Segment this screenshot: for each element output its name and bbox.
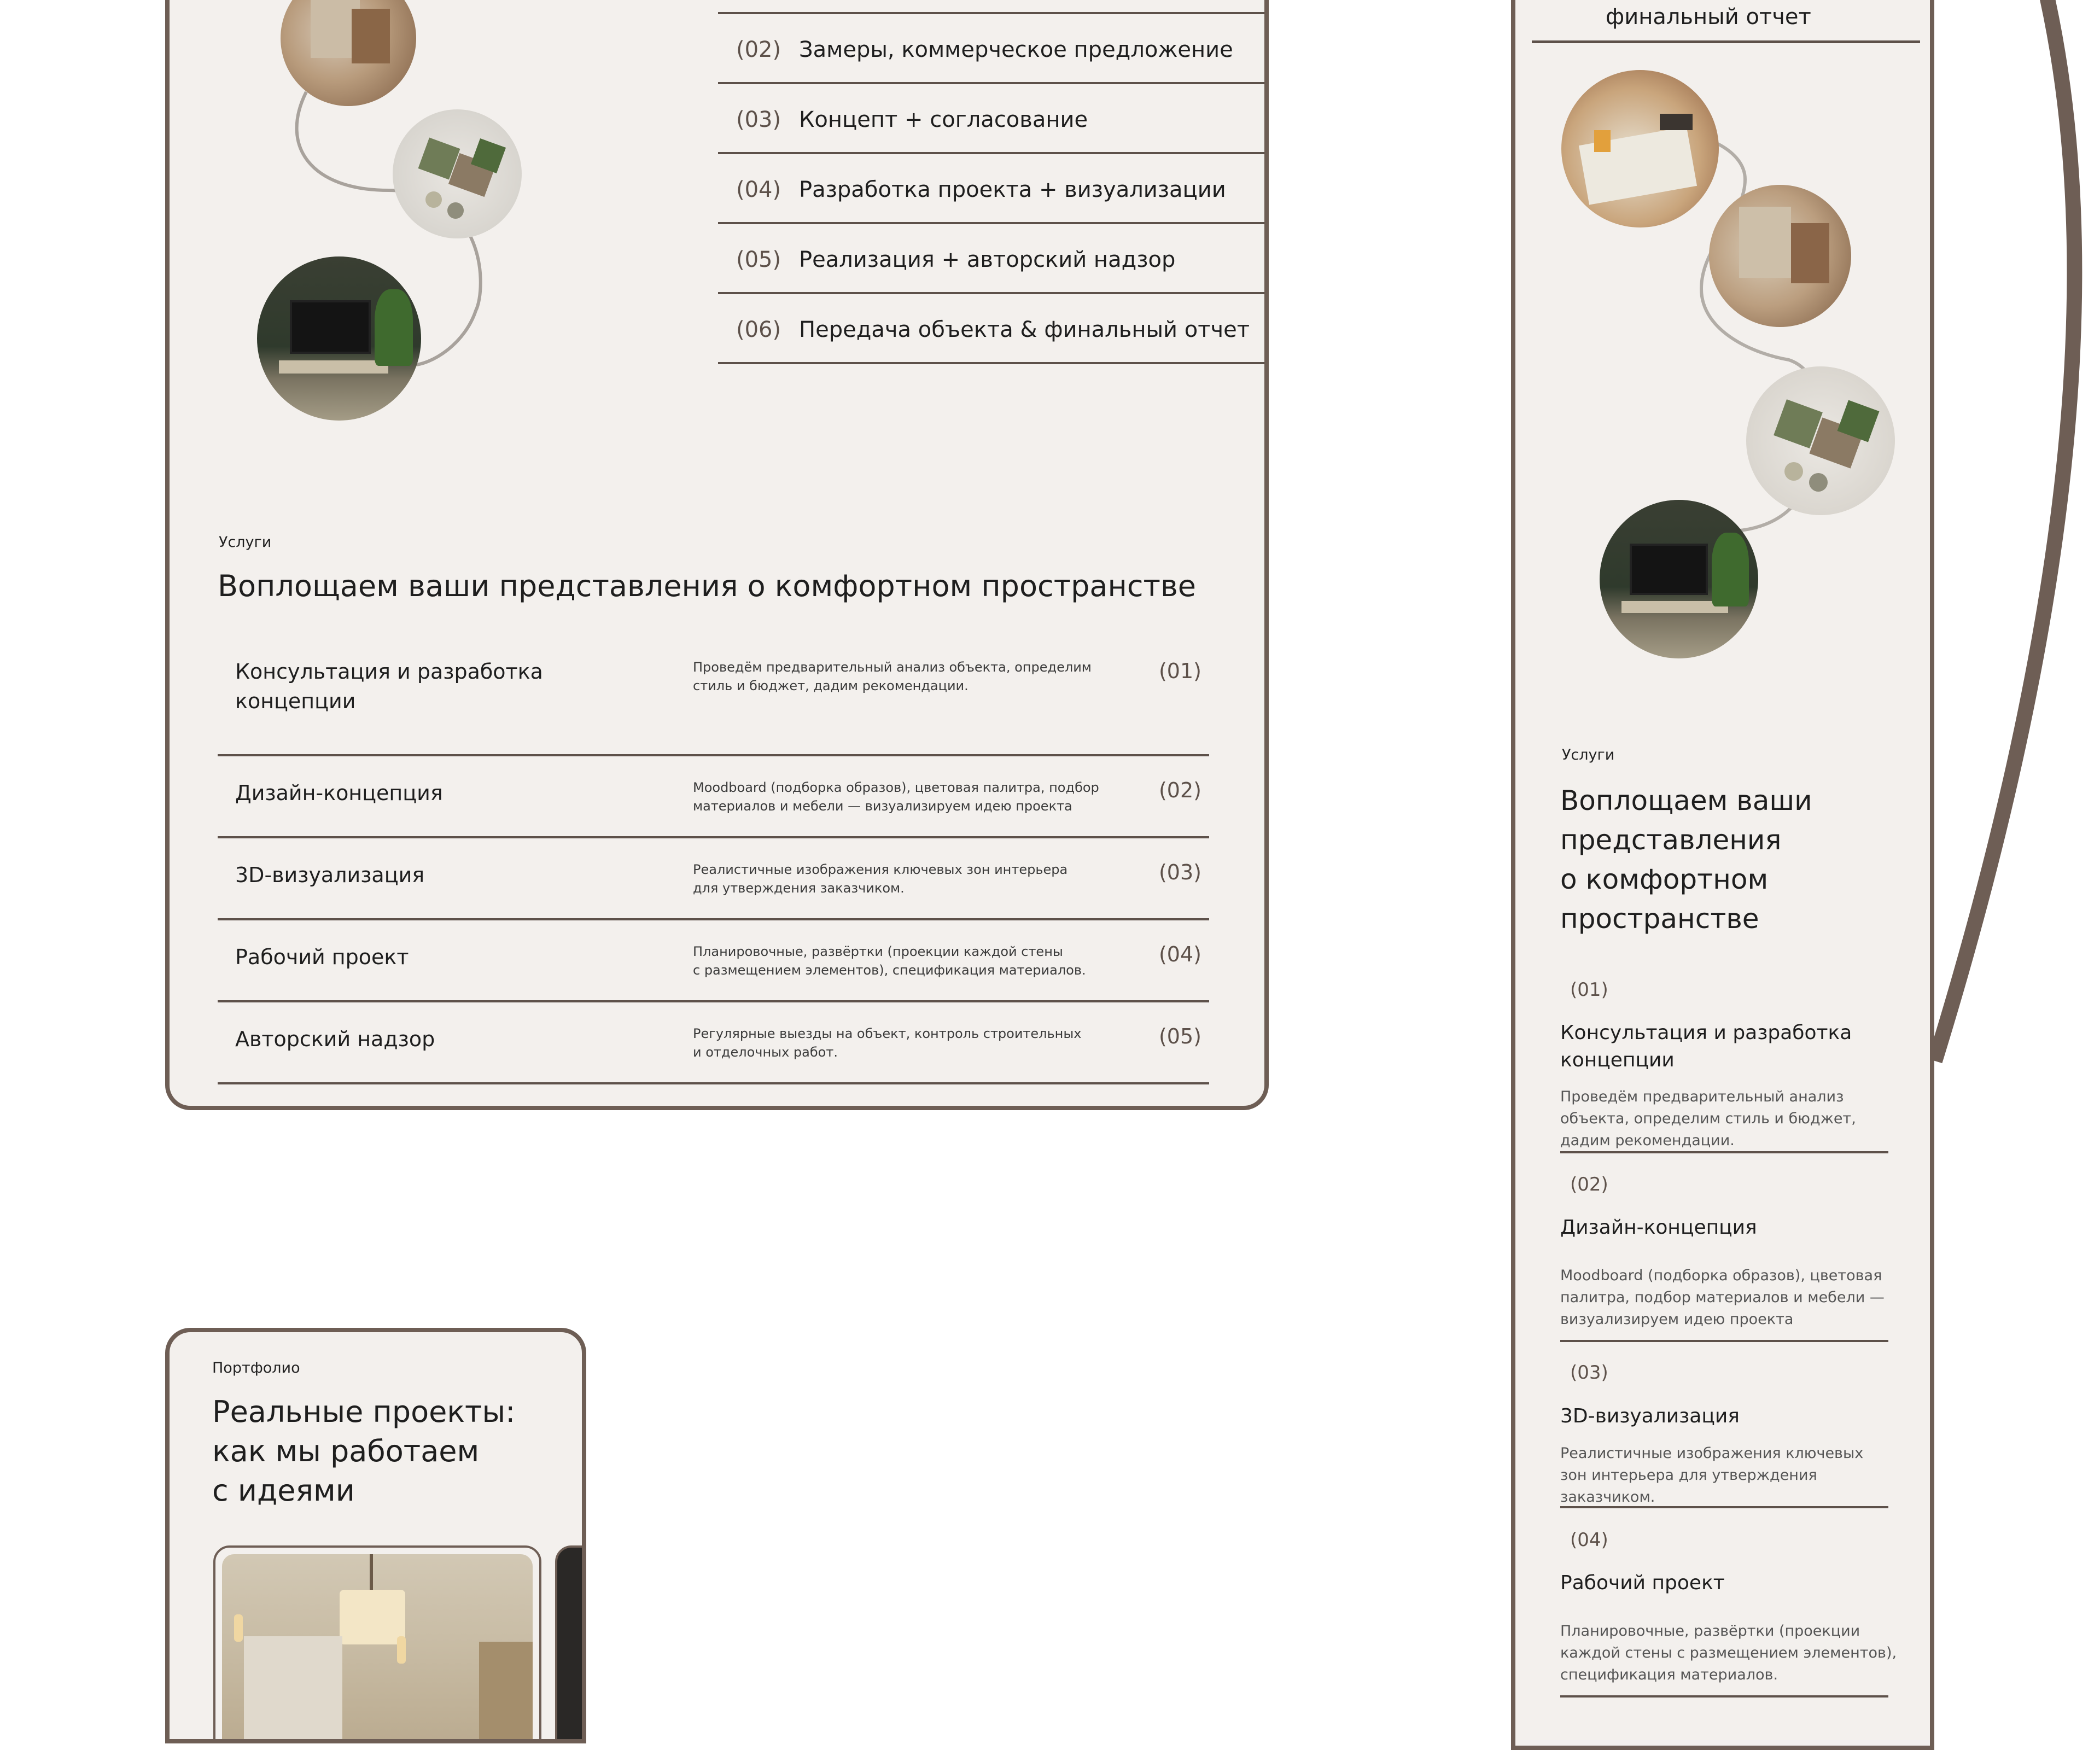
mobile-card	[1511, 0, 1934, 1750]
service-number: (05)	[1158, 1024, 1201, 1048]
tv-room-photo	[1600, 500, 1758, 658]
process-step	[718, 14, 1269, 84]
services-eyebrow: Услуги	[219, 534, 272, 551]
service-row[interactable]	[218, 652, 1209, 756]
service-desc: Регулярные выезды на объект, контроль строительных	[693, 1026, 1082, 1041]
service-row[interactable]	[218, 838, 1209, 920]
divider	[1560, 1151, 1888, 1153]
service-number: (04)	[1158, 942, 1201, 966]
service-desc: Реалистичные изображения ключевых зон интерьера для утверждения заказчиком.	[1560, 1445, 1864, 1506]
process-step	[718, 84, 1269, 154]
step-text: Разработка проекта + визуализации	[799, 177, 1226, 202]
service-desc: для утверждения заказчиком.	[693, 880, 905, 896]
service-desc: Moodboard (подборка образов), цветовая палитра, подбор материалов и мебели — визуализируем идею проекта	[1560, 1267, 1885, 1328]
portfolio-card	[165, 1328, 586, 1743]
process-step	[718, 294, 1269, 364]
divider	[1560, 1695, 1888, 1698]
service-number: (03)	[1570, 1362, 1608, 1384]
service-title: Дизайн-концепция	[1560, 1216, 1757, 1239]
process-step	[718, 224, 1269, 294]
step-text: Передача объекта & финальный отчет	[799, 317, 1250, 342]
services-heading: Воплощаем ваши представления о комфортном пространстве	[218, 569, 1197, 603]
service-desc: Проведём предварительный анализ объекта, определим	[693, 660, 1092, 675]
divider	[1560, 1340, 1888, 1342]
process-step	[718, 0, 1269, 14]
step-text: финальный отчет	[1606, 4, 1811, 30]
service-title: 3D-визуализация	[235, 863, 425, 887]
service-desc: материалов и мебели — визуализируем идею проекта	[693, 798, 1072, 814]
portfolio-slide-next[interactable]	[555, 1545, 586, 1743]
service-title: Авторский надзор	[235, 1027, 435, 1051]
service-desc: стиль и бюджет, дадим рекомендации.	[693, 678, 969, 693]
living-room-photo	[222, 1554, 533, 1743]
tv-room-photo	[257, 256, 421, 421]
divider	[1560, 1506, 1888, 1508]
samples-photo	[1746, 366, 1895, 515]
service-desc: Планировочные, развёртки (проекции каждой стены с размещением элементов), спецификация материалов.	[1560, 1623, 1897, 1683]
service-title: Дизайн-концепция	[235, 781, 443, 805]
blueprint-photo	[1561, 70, 1719, 228]
service-title: Рабочий проект	[1560, 1572, 1725, 1594]
service-number: (02)	[1570, 1174, 1608, 1195]
service-desc: и отделочных работ.	[693, 1045, 838, 1060]
service-title: Рабочий проект	[235, 945, 409, 969]
service-desc: Проведём предварительный анализ объекта, определим стиль и бюджет, дадим рекомендации.	[1560, 1088, 1856, 1149]
samples-photo	[393, 109, 522, 238]
service-number: (01)	[1570, 979, 1608, 1001]
step-number: (02)	[736, 37, 781, 62]
services-eyebrow: Услуги	[1562, 746, 1615, 763]
step-number: (05)	[736, 247, 781, 272]
process-step	[718, 154, 1269, 224]
step-number: (06)	[736, 317, 781, 342]
portfolio-heading: Реальные проекты: как мы работаем с идеями	[212, 1395, 516, 1508]
service-desc: с размещением элементов), спецификация материалов.	[693, 962, 1086, 978]
step-number: (04)	[736, 177, 781, 202]
service-number: (01)	[1158, 659, 1201, 683]
desktop-card	[165, 0, 1269, 1110]
step-number: (03)	[736, 107, 781, 132]
service-title: Консультация и разработка	[235, 660, 543, 684]
portfolio-slide[interactable]	[213, 1545, 541, 1743]
service-row[interactable]	[218, 756, 1209, 838]
service-row[interactable]	[218, 920, 1209, 1002]
service-number: (02)	[1158, 778, 1201, 802]
services-heading: Воплощаем ваши представления о комфортном пространстве	[1560, 785, 1812, 935]
service-title: концепции	[235, 689, 356, 713]
service-title: 3D-визуализация	[1560, 1405, 1740, 1427]
service-row[interactable]	[218, 1002, 1209, 1084]
step-text: Замеры, коммерческое предложение	[799, 37, 1233, 62]
moodboard-photo	[1709, 185, 1851, 327]
service-number: (04)	[1570, 1529, 1608, 1551]
service-desc: Moodboard (подборка образов), цветовая палитра, подбор	[693, 780, 1099, 795]
service-desc: Планировочные, развёртки (проекции каждой стены	[693, 944, 1063, 959]
portfolio-eyebrow: Портфолио	[212, 1360, 300, 1376]
step-text: Реализация + авторский надзор	[799, 247, 1176, 272]
service-title: Консультация и разработка концепции	[1560, 1022, 1852, 1071]
service-desc: Реалистичные изображения ключевых зон интерьера	[693, 862, 1068, 877]
step-text: Концепт + согласование	[799, 107, 1088, 132]
service-number: (03)	[1158, 860, 1201, 884]
